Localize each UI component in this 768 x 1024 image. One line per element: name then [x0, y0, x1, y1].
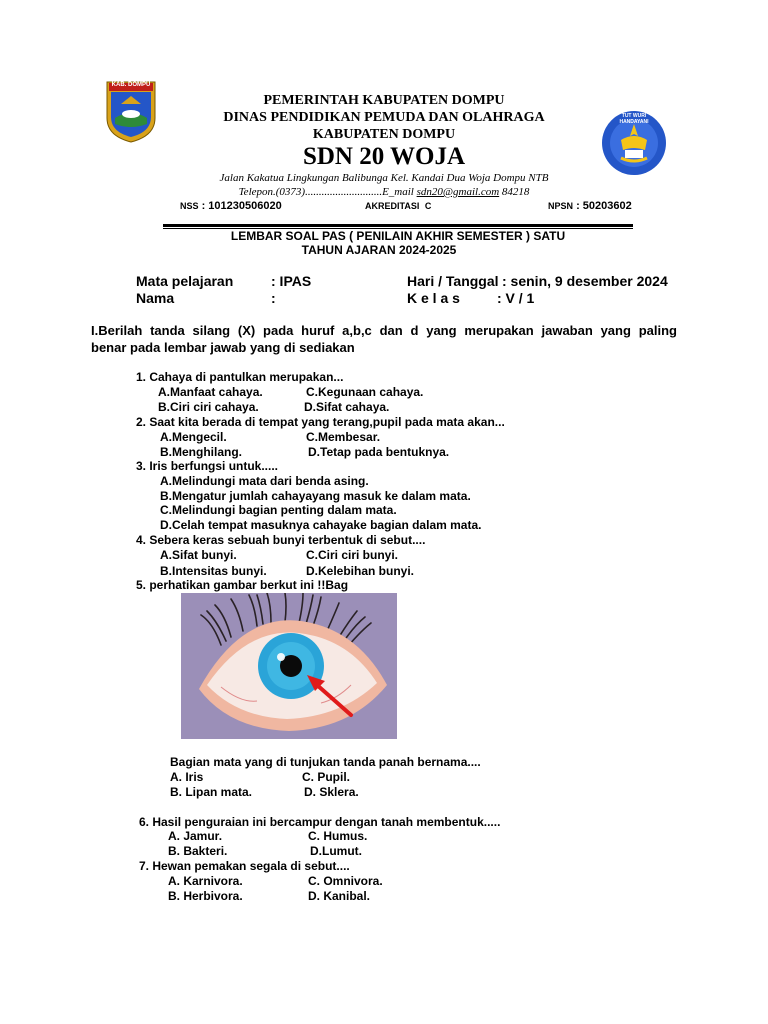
q1-option-d: D.Sifat cahaya. — [304, 400, 390, 414]
akreditasi-value: C — [424, 201, 432, 211]
q2-option-a: A.Mengecil. — [160, 430, 227, 444]
date-label: Hari / Tanggal — [407, 273, 499, 289]
q6-option-b: B. Bakteri. — [168, 844, 228, 858]
q6-option-a: A. Jamur. — [168, 829, 223, 843]
question-5: 5. perhatikan gambar berkut ini !!Bag — [136, 578, 349, 592]
school-name: SDN 20 WOJA — [302, 143, 466, 170]
q5-option-d: D. Sklera. — [304, 785, 359, 799]
school-address: Jalan Kakatua Lingkungan Balibunga Kel. Kandai Dua Woja Dompu NTB — [219, 172, 549, 184]
class-value: : V / 1 — [497, 290, 535, 306]
q4-option-d: D.Kelebihan bunyi. — [306, 564, 415, 578]
nss-value: : 101230506020 — [201, 200, 282, 212]
subject-value: : IPAS — [271, 273, 312, 289]
header-line-2: DINAS PENDIDIKAN PEMUDA DAN OLAHRAGA — [223, 110, 545, 125]
header-line-1: PEMERINTAH KABUPATEN DOMPU — [263, 93, 505, 108]
q4-option-c: C.Ciri ciri bunyi. — [306, 548, 399, 562]
name-label: Nama — [136, 290, 175, 306]
exam-title: LEMBAR SOAL PAS ( PENILAIN AKHIR SEMESTER ) SATU — [230, 229, 566, 243]
q4-option-b: B.Intensitas bunyi. — [160, 564, 267, 578]
tut-wuri-handayani-text: TUT WURI HANDAYANI — [619, 113, 649, 125]
eye-illustration — [181, 593, 397, 739]
q4-option-a: A.Sifat bunyi. — [160, 548, 237, 562]
q2-option-d: D.Tetap pada bentuknya. — [308, 445, 450, 459]
postcode: 84218 — [499, 186, 530, 198]
q3-option-c: C.Melindungi bagian penting dalam mata. — [160, 503, 397, 517]
instruction-line-2: benar pada lembar jawab yang di sediakan — [91, 340, 355, 355]
phone-text: Telepon.(0373)............................E_mail — [238, 186, 417, 198]
q5-option-a: A. Iris — [170, 770, 204, 784]
nss-row — [180, 200, 282, 212]
q1-option-a: A.Manfaat cahaya. — [158, 385, 263, 399]
q7-option-d: D. Kanibal. — [308, 889, 371, 903]
npsn-label: NPSN — [548, 201, 574, 211]
akreditasi-row — [365, 201, 431, 211]
q5-caption: Bagian mata yang di tunjukan tanda panah bernama.... — [170, 755, 481, 769]
kab-dompu-logo-text: KAB. DOMPU — [111, 82, 151, 88]
header-line-3: KABUPATEN DOMPU — [312, 127, 456, 142]
npsn-row — [548, 200, 632, 212]
q3-option-b: B.Mengatur jumlah cahayayang masuk ke dalam mata. — [160, 489, 471, 503]
exam-year: TAHUN AJARAN 2024-2025 — [301, 243, 457, 257]
q3-option-a: A.Melindungi mata dari benda asing. — [160, 474, 369, 488]
subject-label: Mata pelajaran — [136, 273, 234, 289]
question-4: 4. Sebera keras sebuah bunyi terbentuk di sebut.... — [136, 533, 426, 547]
npsn-value: : 50203602 — [576, 200, 632, 212]
date-value: : senin, 9 desember 2024 — [502, 273, 668, 289]
header-divider-thick — [163, 224, 633, 227]
question-3: 3. Iris berfungsi untuk..... — [136, 459, 279, 473]
q7-option-c: C. Omnivora. — [308, 874, 383, 888]
q2-option-b: B.Menghilang. — [160, 445, 242, 459]
nss-label: NSS — [180, 201, 199, 211]
q5-option-b: B. Lipan mata. — [170, 785, 253, 799]
q6-option-d: D.Lumut. — [310, 844, 362, 858]
email-link[interactable]: sdn20@gmail.com — [416, 186, 500, 198]
q7-option-b: B. Herbivora. — [168, 889, 243, 903]
akreditasi-label: AKREDITASI — [365, 201, 420, 211]
name-value: : — [271, 290, 276, 306]
q2-option-c: C.Membesar. — [306, 430, 381, 444]
question-2: 2. Saat kita berada di tempat yang terang,pupil pada mata akan... — [136, 415, 505, 429]
question-7: 7. Hewan pemakan segala di sebut.... — [139, 859, 350, 873]
question-6: 6. Hasil penguraian ini bercampur dengan tanah membentuk..... — [139, 815, 501, 829]
q5-option-c: C. Pupil. — [302, 770, 350, 784]
instruction-line-1: I.Berilah tanda silang (X) pada huruf a,b,c dan d yang merupakan jawaban yang paling — [91, 323, 677, 338]
q1-option-c: C.Kegunaan cahaya. — [306, 385, 424, 399]
class-label: K e l a s — [407, 290, 460, 306]
q6-option-c: C. Humus. — [308, 829, 368, 843]
school-contact — [0, 186, 768, 198]
q1-option-b: B.Ciri ciri cahaya. — [158, 400, 259, 414]
q7-option-a: A. Karnivora. — [168, 874, 243, 888]
q3-option-d: D.Celah tempat masuknya cahayake bagian dalam mata. — [160, 518, 482, 532]
question-1: 1. Cahaya di pantulkan merupakan... — [136, 370, 344, 384]
